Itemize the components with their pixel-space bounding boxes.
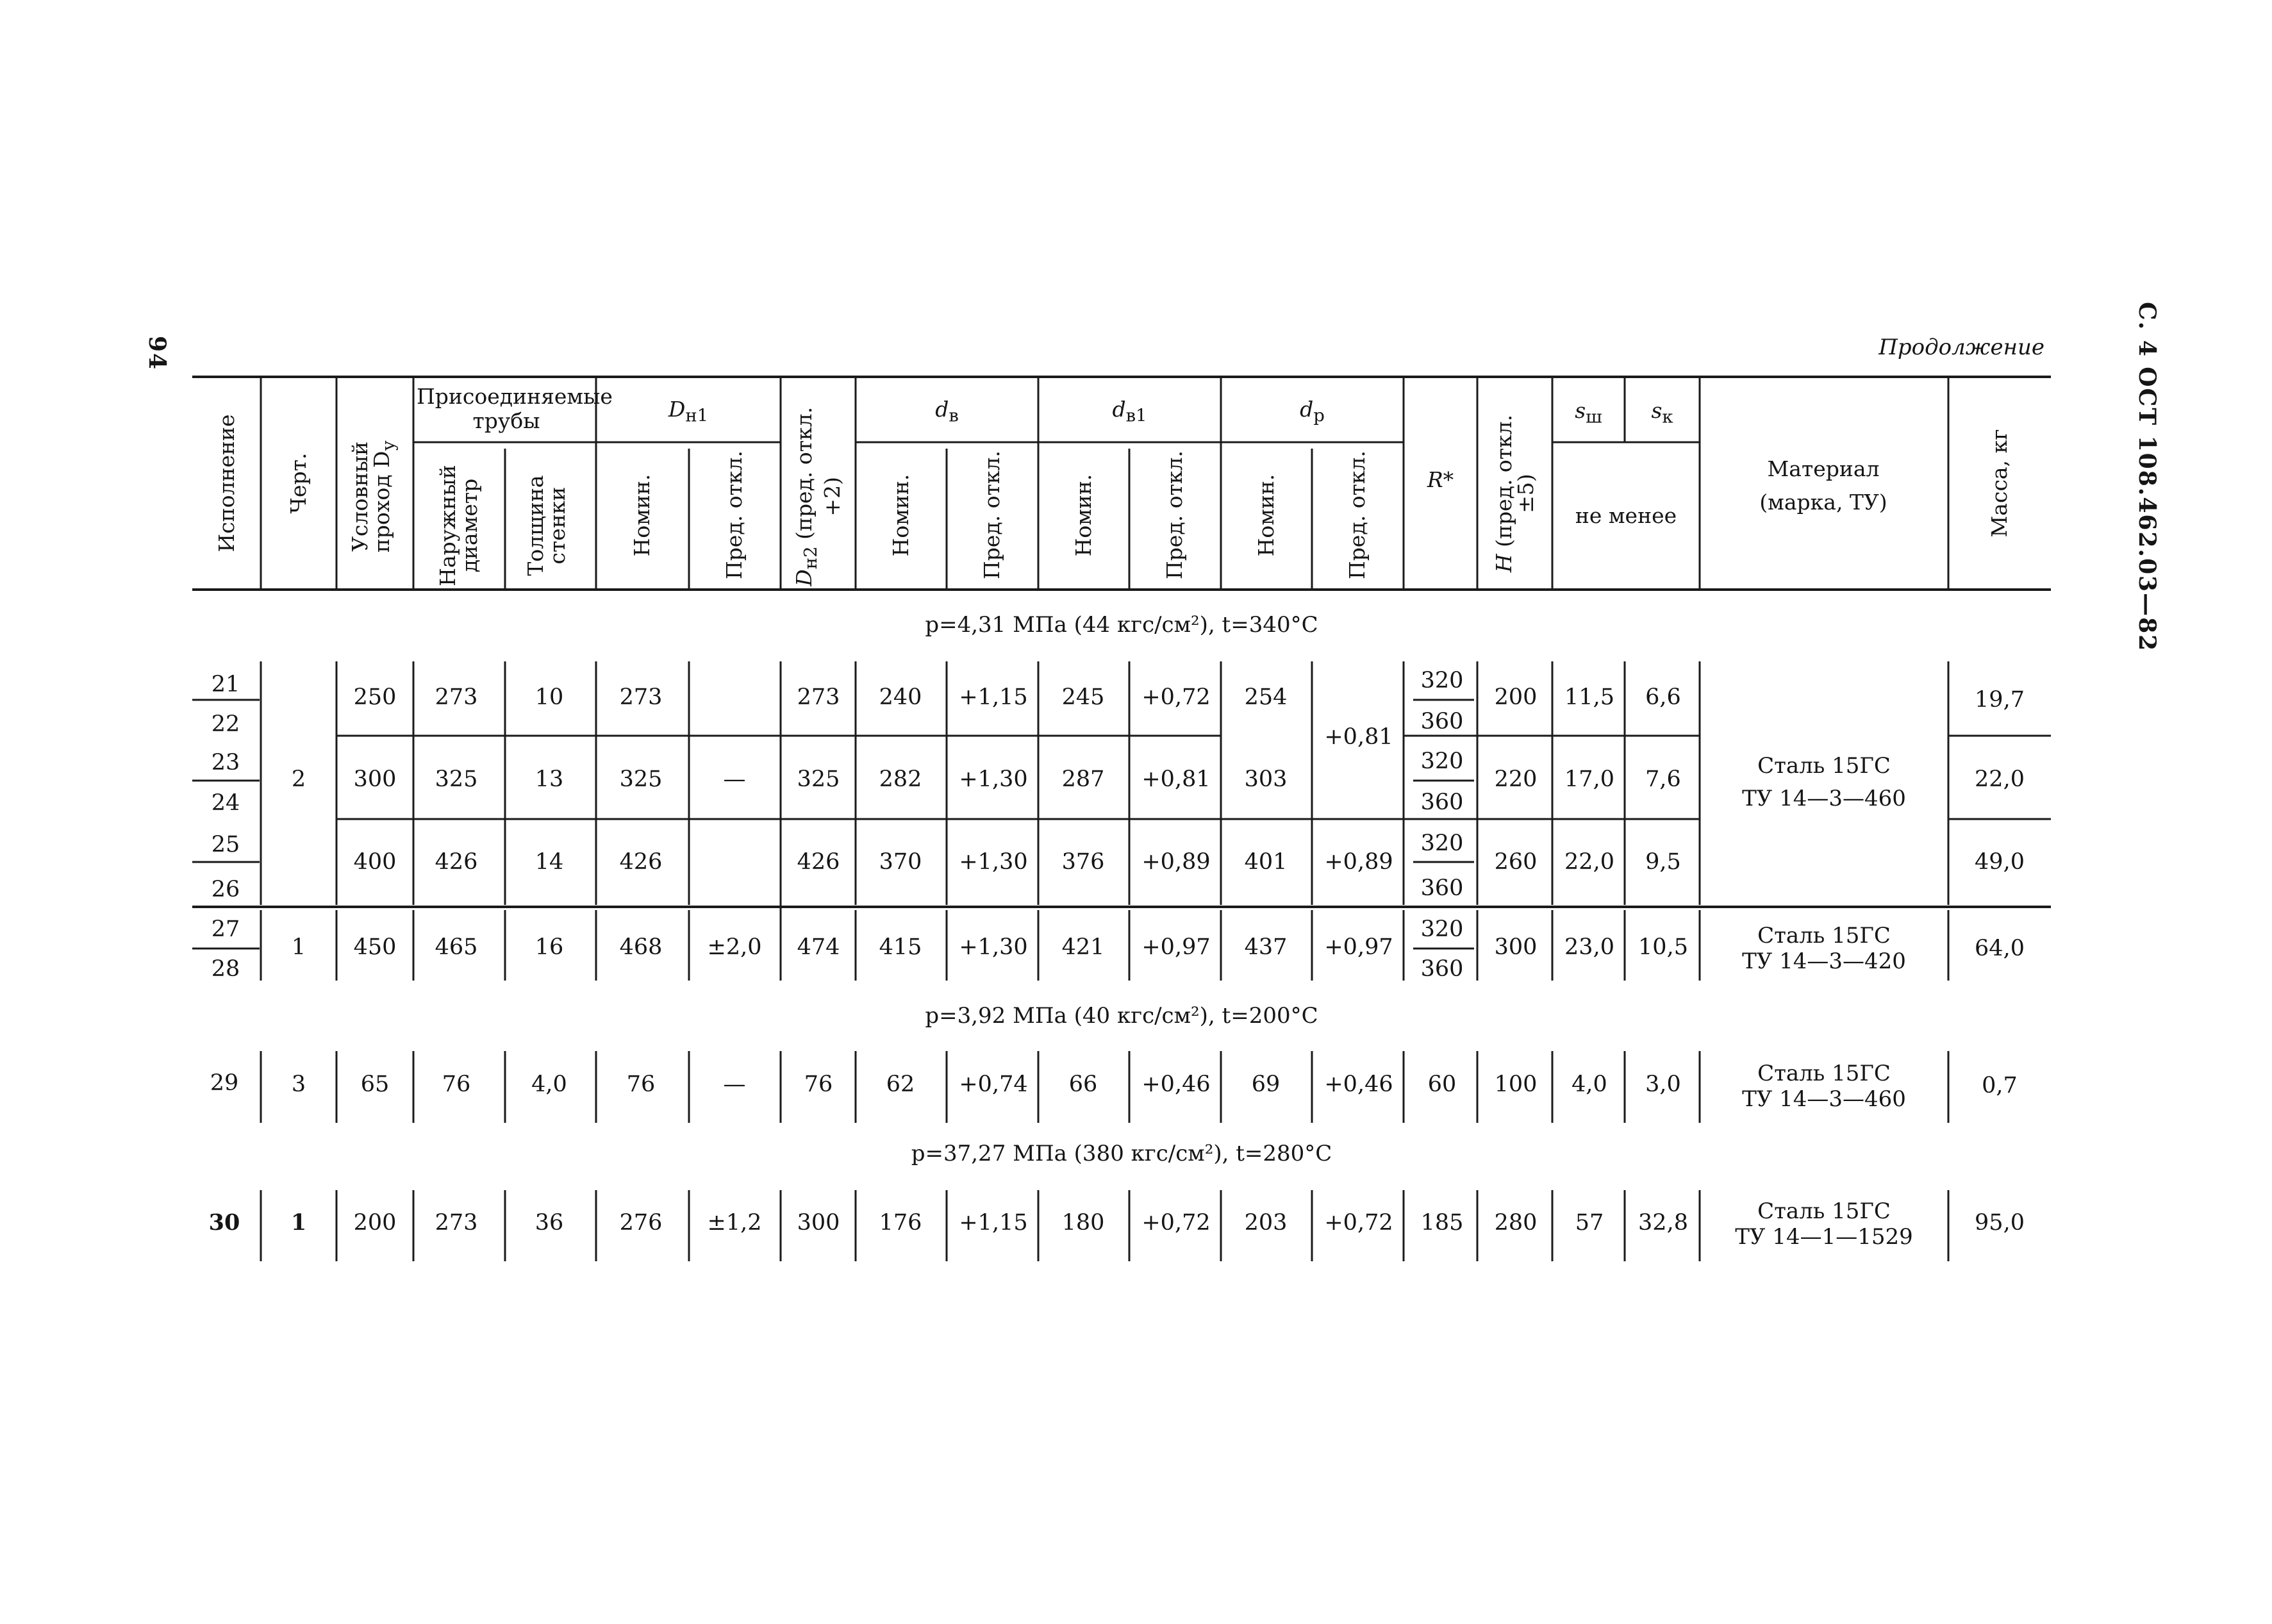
r29-dn1-o: — — [723, 1072, 746, 1097]
r29-h: 100 — [1494, 1072, 1538, 1097]
table-row-1-r2: 360 — [1420, 709, 1464, 734]
r29-dv1-o: +0,46 — [1141, 1072, 1211, 1097]
r27-sh: 23,0 — [1564, 934, 1614, 960]
header-dp-sub: р — [1313, 405, 1325, 426]
header-chert: Черт. — [286, 452, 311, 514]
header-h — [1493, 397, 1537, 590]
table-row-1-dn1: 273 — [619, 684, 663, 710]
r29-dv1: 66 — [1068, 1072, 1098, 1097]
r27-chert: 1 — [291, 934, 306, 960]
ispolnenie-22: 22 — [211, 711, 240, 737]
r30-h: 280 — [1494, 1210, 1538, 1236]
r29-sh: 4,0 — [1571, 1072, 1607, 1097]
table-row-2-dv1-o: +0,81 — [1141, 766, 1211, 792]
header-uslovny-prokhod-sub: у — [377, 440, 399, 451]
header-uslovny-prokhod — [349, 401, 399, 593]
header-massa: Масса, кг — [1987, 429, 2012, 538]
ispolnenie-24: 24 — [211, 790, 240, 816]
r27-dv1: 421 — [1061, 934, 1105, 960]
header-dv-sub: в — [949, 405, 959, 426]
r30-dv-o: +1,15 — [959, 1210, 1028, 1236]
header-s-sh-text: s — [1575, 398, 1586, 423]
table-row-2-r1: 320 — [1420, 749, 1464, 774]
table-row-3-r2: 360 — [1420, 875, 1464, 901]
header-dv-nomin: Номин. — [888, 474, 913, 557]
r27-dp-o: +0,97 — [1324, 934, 1393, 960]
table-row-1-r1: 320 — [1420, 668, 1464, 693]
r29-dn2: 76 — [804, 1072, 833, 1097]
table-row-1-dn2: 273 — [797, 684, 840, 710]
table-row-1-dv1: 245 — [1061, 684, 1105, 710]
header-dn2-sub: н2 — [800, 546, 821, 570]
header-ispolnenie: Исполнение — [214, 414, 239, 552]
r30-mass: 95,0 — [1975, 1210, 2025, 1236]
table-row-3-dv: 370 — [879, 849, 922, 875]
table-row-1-dp: 254 — [1244, 684, 1288, 710]
table-row-2-mass: 22,0 — [1975, 766, 2025, 792]
header-dp-nomin: Номин. — [1254, 474, 1279, 557]
table-row-2-sh: 17,0 — [1564, 766, 1614, 792]
header-dn2-tail: (пред. откл. +2) — [792, 406, 845, 547]
table-row-3-sk: 9,5 — [1645, 849, 1681, 875]
header-dv1-text: d — [1112, 397, 1126, 422]
r27-r2: 360 — [1420, 956, 1464, 982]
table-row-2-dy: 300 — [353, 766, 397, 792]
r29-material-2: ТУ 14—3—460 — [1742, 1086, 1906, 1112]
table-row-3-dp: 401 — [1244, 849, 1288, 875]
table-row-3-dp-o: +0,89 — [1324, 849, 1393, 875]
header-dv — [856, 397, 1038, 428]
r30-material-1: Сталь 15ГС — [1757, 1198, 1891, 1224]
r27-material-1: Сталь 15ГС — [1757, 923, 1891, 949]
r27-dv: 415 — [879, 934, 922, 960]
ispolnenie-26: 26 — [211, 877, 240, 902]
r27-dv-o: +1,30 — [959, 934, 1028, 960]
table-row-3-r1: 320 — [1420, 831, 1464, 856]
header-ne-menee: не менее — [1575, 503, 1677, 528]
table-row-3-mass: 49,0 — [1975, 849, 2025, 875]
ispolnenie-25: 25 — [211, 832, 240, 858]
header-uslovny-prokhod-text: Условный проход D — [347, 441, 395, 553]
header-dn1-text: D — [668, 397, 686, 422]
table-row-3-sh: 22,0 — [1564, 849, 1614, 875]
table-row-2-dn2: 325 — [797, 766, 840, 792]
table-row-2-sk: 7,6 — [1645, 766, 1681, 792]
header-s-k-text: s — [1651, 398, 1663, 423]
r27-mass: 64,0 — [1975, 936, 2025, 961]
section-heading-1: p=4,31 МПа (44 кгс/см²), t=340°С — [925, 612, 1318, 638]
header-s-sh-sub: ш — [1586, 406, 1602, 427]
table-row-1-tol: 10 — [535, 684, 564, 710]
r30-dv1: 180 — [1061, 1210, 1105, 1236]
table-row-3-dn2: 426 — [797, 849, 840, 875]
table-row-1-dy: 250 — [353, 684, 397, 710]
page-number: 94 — [144, 335, 170, 371]
r29-nar: 76 — [442, 1072, 471, 1097]
table-row-2-nar: 325 — [435, 766, 478, 792]
table-row-2-h: 220 — [1494, 766, 1538, 792]
ispolnenie-30: 30 — [208, 1209, 240, 1236]
r30-sh: 57 — [1575, 1210, 1604, 1236]
r27-dn1-o: ±2,0 — [707, 934, 762, 960]
g1-dp-o-merged: +0,81 — [1324, 724, 1393, 750]
header-h-text: H — [1491, 554, 1516, 573]
r29-sk: 3,0 — [1645, 1072, 1681, 1097]
r29-material-1: Сталь 15ГС — [1757, 1061, 1891, 1086]
standard-code: С. 4 ОСТ 108.462.03—82 — [2134, 302, 2160, 652]
r30-dp-o: +0,72 — [1324, 1210, 1393, 1236]
table-row-3-h: 260 — [1494, 849, 1538, 875]
table-row-1-mass: 19,7 — [1975, 687, 2025, 713]
header-dv1-sub: в1 — [1125, 405, 1147, 426]
r30-sk: 32,8 — [1638, 1210, 1688, 1236]
r30-nar: 273 — [435, 1210, 478, 1236]
r30-chert: 1 — [290, 1209, 307, 1236]
header-dp-text: d — [1300, 397, 1314, 422]
table-row-1-sh: 11,5 — [1564, 684, 1614, 710]
r29-dv-o: +0,74 — [959, 1072, 1028, 1097]
ispolnenie-29: 29 — [210, 1070, 239, 1096]
section-heading-3: p=37,27 МПа (380 кгс/см²), t=280°С — [911, 1141, 1332, 1166]
table-row-2-dv-o: +1,30 — [959, 766, 1028, 792]
r29-dn1: 76 — [626, 1072, 656, 1097]
r29-mass: 0,7 — [1982, 1073, 2018, 1098]
r27-dn1: 468 — [619, 934, 663, 960]
header-tolshchina: Толщина стенки — [523, 475, 570, 576]
header-s-sh — [1552, 399, 1625, 429]
r30-dv: 176 — [879, 1210, 922, 1236]
r29-dp-o: +0,46 — [1324, 1072, 1393, 1097]
header-dn1-sub: н1 — [685, 405, 709, 426]
table-row-1-sk: 6,6 — [1645, 684, 1681, 710]
table-row-3-dv1: 376 — [1061, 849, 1105, 875]
table-row-2-tol: 13 — [535, 766, 564, 792]
header-s-k — [1625, 399, 1700, 429]
ispolnenie-21: 21 — [211, 672, 240, 697]
header-dn1-pred: Пред. откл. — [722, 451, 747, 579]
r30-dp: 203 — [1244, 1210, 1288, 1236]
r27-r1: 320 — [1420, 916, 1464, 942]
table-row-1-dv1-o: +0,72 — [1141, 684, 1211, 710]
r29-chert: 3 — [291, 1072, 306, 1097]
r27-dv1-o: +0,97 — [1141, 934, 1211, 960]
r29-tol: 4,0 — [531, 1072, 567, 1097]
r27-material-2: ТУ 14—3—420 — [1742, 949, 1906, 974]
header-r: R* — [1427, 467, 1454, 492]
r27-tol: 16 — [535, 934, 564, 960]
header-dv1-nomin: Номин. — [1071, 474, 1096, 557]
header-dv-text: d — [935, 397, 949, 422]
table-row-3-dv1-o: +0,89 — [1141, 849, 1211, 875]
table-row-3-dy: 400 — [353, 849, 397, 875]
header-dv-pred: Пред. откл. — [979, 451, 1004, 579]
header-dn1 — [596, 397, 781, 428]
r30-dv1-o: +0,72 — [1141, 1210, 1211, 1236]
header-dn1-nomin: Номин. — [629, 474, 654, 557]
table-row-2-dv1: 287 — [1061, 766, 1105, 792]
g1-dn1-o: — — [723, 766, 746, 792]
g1-material-1: Сталь 15ГС — [1757, 753, 1891, 779]
r30-material-2: ТУ 14—1—1529 — [1735, 1224, 1913, 1250]
table-row-1-dv-o: +1,15 — [959, 684, 1028, 710]
header-material: Материал (марка, ТУ) — [1759, 456, 1887, 515]
g1-material-2: ТУ 14—3—460 — [1742, 786, 1906, 811]
r27-dy: 450 — [353, 934, 397, 960]
table-row-3-tol: 14 — [535, 849, 564, 875]
g1-chert: 2 — [291, 766, 306, 792]
r30-dy: 200 — [353, 1210, 397, 1236]
header-dv1-pred: Пред. откл. — [1162, 451, 1187, 579]
continuation-label: Продолжение — [1878, 335, 2044, 360]
r29-dp: 69 — [1251, 1072, 1281, 1097]
table-row-3-dv-o: +1,30 — [959, 849, 1028, 875]
r30-dn1-o: ±1,2 — [707, 1210, 762, 1236]
r27-sk: 10,5 — [1638, 934, 1688, 960]
table-row-2-dv: 282 — [879, 766, 922, 792]
header-dp — [1221, 397, 1404, 428]
r30-dn2: 300 — [797, 1210, 840, 1236]
header-dp-pred: Пред. откл. — [1345, 451, 1370, 579]
ispolnenie-27: 27 — [211, 916, 240, 942]
table-row-2-r2: 360 — [1420, 790, 1464, 815]
header-s-k-sub: к — [1662, 406, 1673, 427]
r29-dv: 62 — [886, 1072, 915, 1097]
section-heading-2: p=3,92 МПа (40 кгс/см²), t=200°С — [925, 1003, 1318, 1029]
table-row-1-dv: 240 — [879, 684, 922, 710]
r27-nar: 465 — [435, 934, 478, 960]
r27-dp: 437 — [1244, 934, 1288, 960]
header-dn2 — [793, 401, 843, 593]
r30-r: 185 — [1420, 1210, 1464, 1236]
table-row-1-h: 200 — [1494, 684, 1538, 710]
header-dv1 — [1038, 397, 1221, 428]
r30-dn1: 276 — [619, 1210, 663, 1236]
ispolnenie-28: 28 — [211, 956, 240, 982]
r30-tol: 36 — [535, 1210, 564, 1236]
table-row-3-dn1: 426 — [619, 849, 663, 875]
header-h-tail: (пред. откл. ±5) — [1491, 414, 1538, 554]
table-row-1-nar: 273 — [435, 684, 478, 710]
header-prisoed-truby: Присоединяемые трубы — [417, 384, 613, 433]
r29-r: 60 — [1427, 1072, 1457, 1097]
ispolnenie-23: 23 — [211, 750, 240, 775]
header-naruzh-diam: Наружный диаметр — [435, 465, 482, 586]
r27-h: 300 — [1494, 934, 1538, 960]
header-dn2-text: D — [792, 569, 817, 586]
r27-dn2: 474 — [797, 934, 840, 960]
r29-dy: 65 — [360, 1072, 390, 1097]
table-row-2-dn1: 325 — [619, 766, 663, 792]
table-row-2-dp: 303 — [1244, 766, 1288, 792]
table-row-3-nar: 426 — [435, 849, 478, 875]
